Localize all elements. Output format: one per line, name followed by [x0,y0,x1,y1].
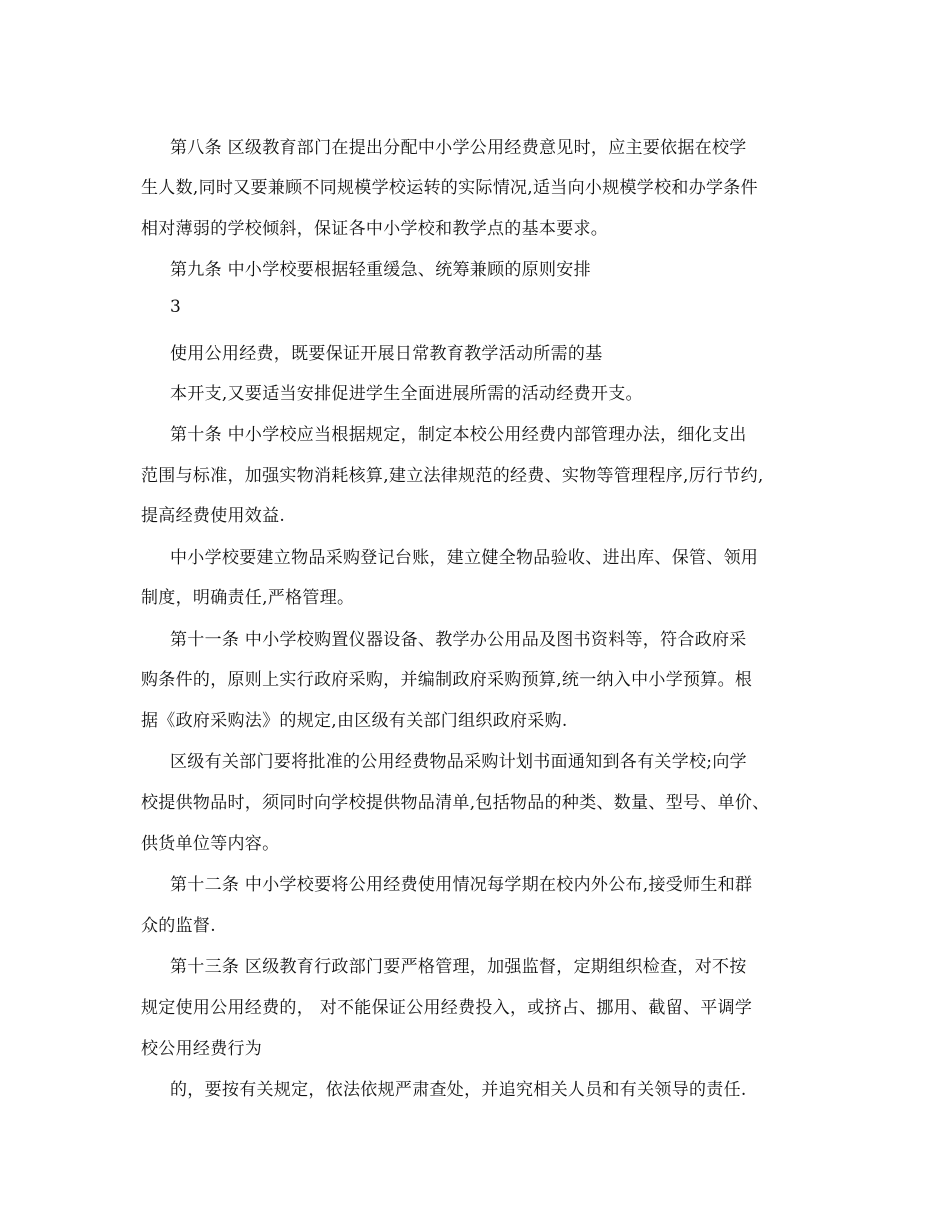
paragraph-line: 范围与标准，加强实物消耗核算,建立法律规范的经费、实物等管理程序,厉行节约, [141,466,764,486]
paragraph-line: 众的监督. [141,916,216,936]
paragraph-line: 生人数,同时又要兼顾不同规模学校运转的实际情况,适当向小规模学校和办学条件 [141,178,758,198]
paragraph-line: 的，要按有关规定，依法依规严肃查处，并追究相关人员和有关领导的责任. [170,1080,747,1100]
paragraph-line: 购条件的，原则上实行政府采购，并编制政府采购预算,统一纳入中小学预算。根 [141,670,753,690]
paragraph-line: 第十三条 区级教育行政部门要严格管理，加强监督，定期组织检查，对不按 [170,957,747,977]
paragraph-line: 规定使用公用经费的， 对不能保证公用经费投入，或挤占、挪用、截留、平调学 [141,998,753,1018]
paragraph-line: 第八条 区级教育部门在提出分配中小学公用经费意见时，应主要依据在校学 [170,138,747,158]
paragraph-line: 据《政府采购法》的规定,由区级有关部门组织政府采购. [141,711,568,731]
paragraph-line: 第十二条 中小学校要将公用经费使用情况每学期在校内外公布,接受师生和群 [170,875,753,895]
paragraph-line: 中小学校要建立物品采购登记台账，建立健全物品验收、进出库、保管、领用 [170,548,759,568]
paragraph-line: 本开支,又要适当安排促进学生全面进展所需的活动经费开支。 [170,384,643,404]
paragraph-line: 校公用经费行为 [141,1039,263,1059]
paragraph-line: 第十条 中小学校应当根据规定，制定本校公用经费内部管理办法，细化支出 [170,425,747,445]
paragraph-line: 提高经费使用效益. [141,506,286,526]
paragraph-line: 第九条 中小学校要根据轻重缓急、统筹兼顾的原则安排 [170,260,591,280]
page-number: 3 [170,297,182,317]
paragraph-line: 使用公用经费，既要保证开展日常教育教学活动所需的基 [170,344,603,364]
paragraph-line: 供货单位等内容。 [141,834,280,854]
paragraph-line: 制度，明确责任,严格管理。 [141,588,355,608]
paragraph-line: 区级有关部门要将批准的公用经费物品采购计划书面通知到各有关学校;向学 [170,752,747,772]
paragraph-line: 校提供物品时，须同时向学校提供物品清单,包括物品的种类、数量、型号、单价、 [141,793,770,813]
paragraph-line: 相对薄弱的学校倾斜，保证各中小学校和教学点的基本要求。 [141,219,609,239]
paragraph-line: 第十一条 中小学校购置仪器设备、教学办公用品及图书资料等，符合政府采 [170,630,747,650]
